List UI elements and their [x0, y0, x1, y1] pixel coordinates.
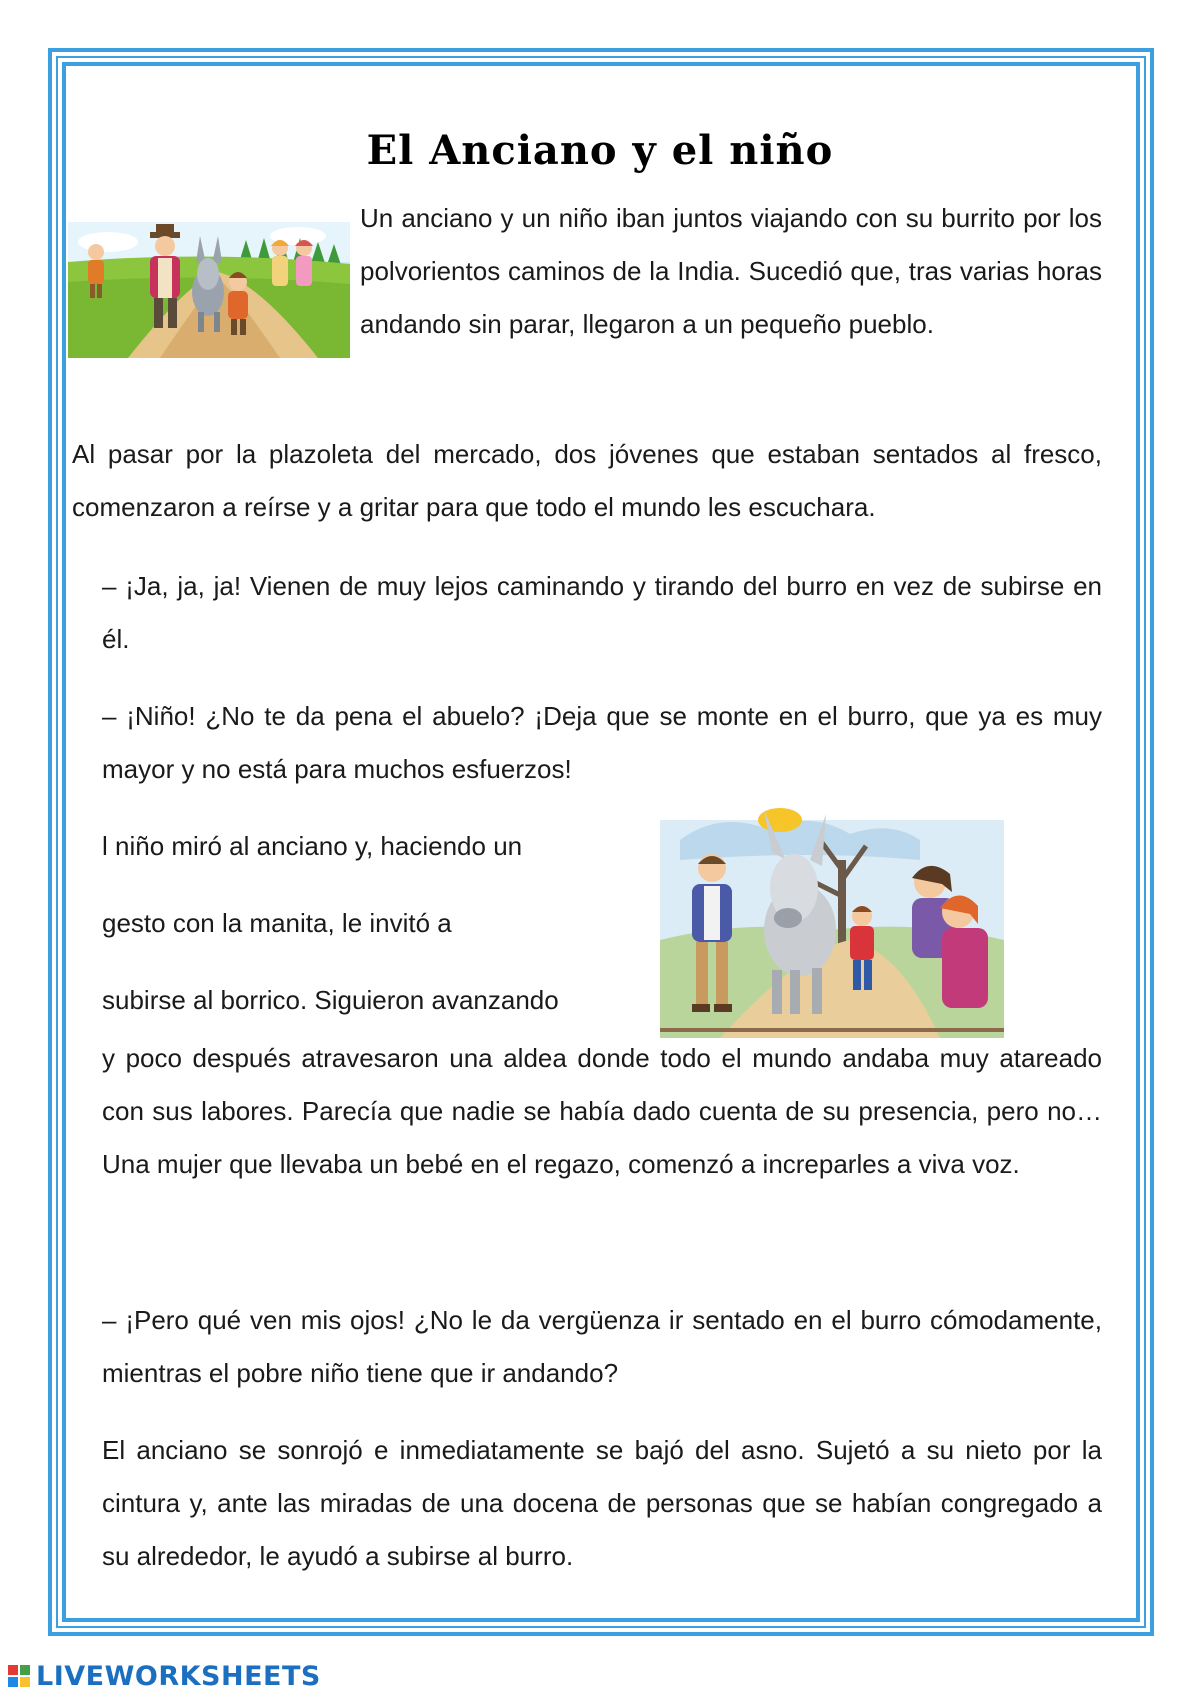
illustration-donkey-and-women — [660, 800, 1004, 1038]
footer — [8, 1660, 321, 1692]
paragraph-2: Al pasar por la plazoleta del mercado, dos jóvenes que estaban sentados al fresco, comenzaron a reírse y a gritar para que todo el mundo les escuchara. — [72, 439, 1102, 522]
paragraph-6: y poco después atravesaron una aldea donde todo el mundo andaba muy atareado con sus labores. Parecía que nadie se había dado cuenta de su presencia, pero no… Una mujer que llevaba un bebé en el regazo, comenzó a increparles a viva voz. — [102, 1043, 1102, 1179]
story-title: El Anciano y el niño — [366, 126, 834, 174]
paragraph-5-line-3: subirse al borrico. Siguieron avanzando — [102, 985, 559, 1015]
paragraph-7: – ¡Pero qué ven mis ojos! ¿No le da vergüenza ir sentado en el burro cómodamente, mientras el pobre niño tiene que ir andando? — [102, 1305, 1102, 1388]
liveworksheets-logo-icon — [8, 1665, 30, 1687]
paragraph-1: Un anciano y un niño iban juntos viajando con su burrito por los polvorientos caminos de la India. Sucedió que, tras varias horas andando sin parar, llegaron a un pequeño pueblo. — [360, 203, 1102, 339]
paragraph-3: – ¡Ja, ja, ja! Vienen de muy lejos caminando y tirando del burro en vez de subirse en él. — [102, 571, 1102, 654]
paragraph-8: El anciano se sonrojó e inmediatamente se bajó del asno. Sujetó a su nieto por la cintura y, ante las miradas de una docena de personas que se habían congregado a su alrededor, le ayudó a subirse al burro. — [102, 1435, 1102, 1571]
paragraph-4: – ¡Niño! ¿No te da pena el abuelo? ¡Deja que se monte en el burro, que ya es muy mayor y no está para muchos esfuerzos! — [102, 701, 1102, 784]
illustration-travelers-with-donkey — [68, 222, 350, 358]
brand-name[interactable]: LIVEWORKSHEETS — [36, 1660, 321, 1692]
paragraph-5-line-2: gesto con la manita, le invitó a — [102, 908, 452, 938]
paragraph-5-line-1: l niño miró al anciano y, haciendo un — [102, 831, 523, 861]
